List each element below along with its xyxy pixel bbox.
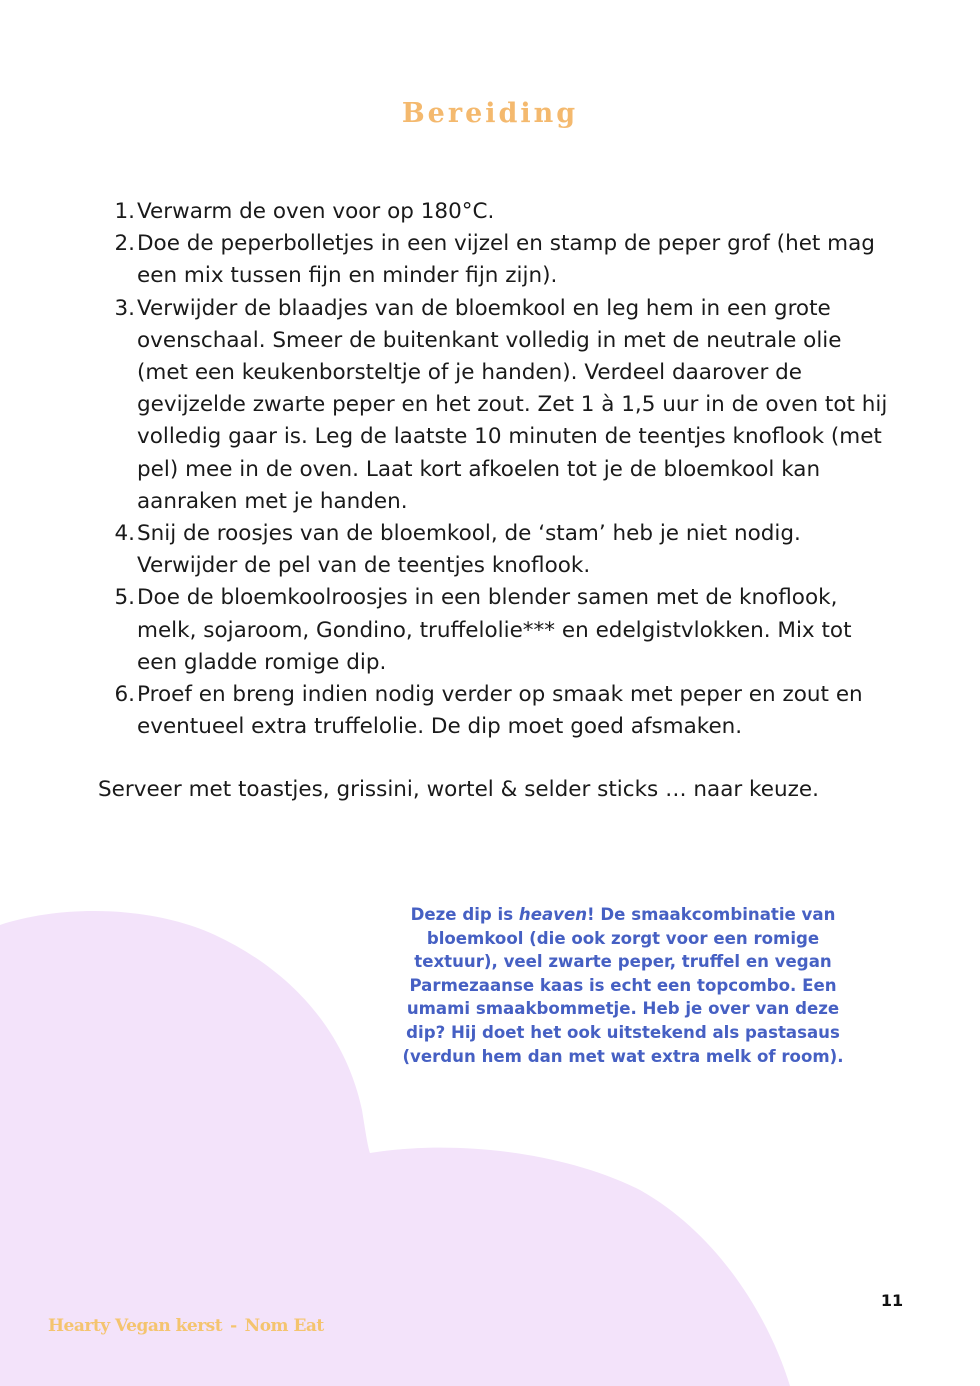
footer-branding — [48, 1316, 324, 1336]
step-item — [98, 293, 888, 518]
footer-brand: Nom Eat — [244, 1316, 324, 1336]
step-number: 2. — [114, 231, 135, 257]
page-title: Bereiding — [401, 98, 579, 129]
tip-text-rest: ! De smaakcombinatie van bloemkool (die ook zorgt voor een romige textuur), veel zwarte peper, truffel en vegan Parmezaanse kaas is echt een topcombo. Een umami smaakbommetje. Heb je over van deze dip? Hij doet het ook uitstekend als pastasaus (verdun hem dan met wat extra melk of room). — [402, 905, 844, 1066]
step-item — [98, 679, 888, 743]
tip-note — [400, 903, 846, 1068]
step-text: Verwarm de oven voor op 180°C. — [137, 199, 495, 224]
step-item — [98, 196, 888, 228]
tip-emphasis: heaven — [518, 905, 588, 924]
step-number: 6. — [114, 682, 135, 708]
step-number: 5. — [114, 585, 135, 611]
step-text: Verwijder de blaadjes van de bloemkool en leg hem in een grote ovenschaal. Smeer de buitenkant volledig in met de neutrale olie (met een keukenborsteltje of je handen). Verdeel daarover de gevijzelde zwarte peper en het zout. Zet 1 à 1,5 uur in de oven tot hij volledig gaar is. Leg de laatste 10 minuten de teentjes knoflook (met pel) mee in de oven. Laat kort afkoelen tot je de bloemkool kan aanraken met je handen. — [137, 295, 888, 514]
tip-text-start: Deze dip is — [410, 905, 519, 924]
footer-book-title: Hearty Vegan kerst — [48, 1316, 223, 1336]
preparation-steps-list — [98, 196, 888, 743]
serving-suggestion: Serveer met toastjes, grissini, wortel & selder sticks … naar keuze. — [98, 777, 819, 802]
step-item — [98, 228, 888, 292]
step-text: Doe de bloemkoolroosjes in een blender samen met de knoflook, melk, sojaroom, Gondino, truffelolie*** en edelgistvlokken. Mix tot een gladde romige dip. — [137, 585, 852, 675]
page-number: 11 — [880, 1291, 904, 1310]
step-number: 1. — [114, 199, 135, 224]
step-item — [98, 518, 888, 582]
step-item — [98, 582, 888, 679]
step-number: 4. — [114, 521, 135, 547]
step-text: Doe de peperbolletjes in een vijzel en stamp de peper grof (het mag een mix tussen fijn en minder fijn zijn). — [137, 231, 875, 289]
step-number: 3. — [114, 295, 135, 321]
footer-separator: - — [230, 1316, 237, 1336]
step-text: Snij de roosjes van de bloemkool, de ‘stam’ heb je niet nodig. Verwijder de pel van de teentjes knoflook. — [137, 521, 801, 579]
step-text: Proef en breng indien nodig verder op smaak met peper en zout en eventueel extra truffelolie. De dip moet goed afsmaken. — [137, 682, 863, 740]
